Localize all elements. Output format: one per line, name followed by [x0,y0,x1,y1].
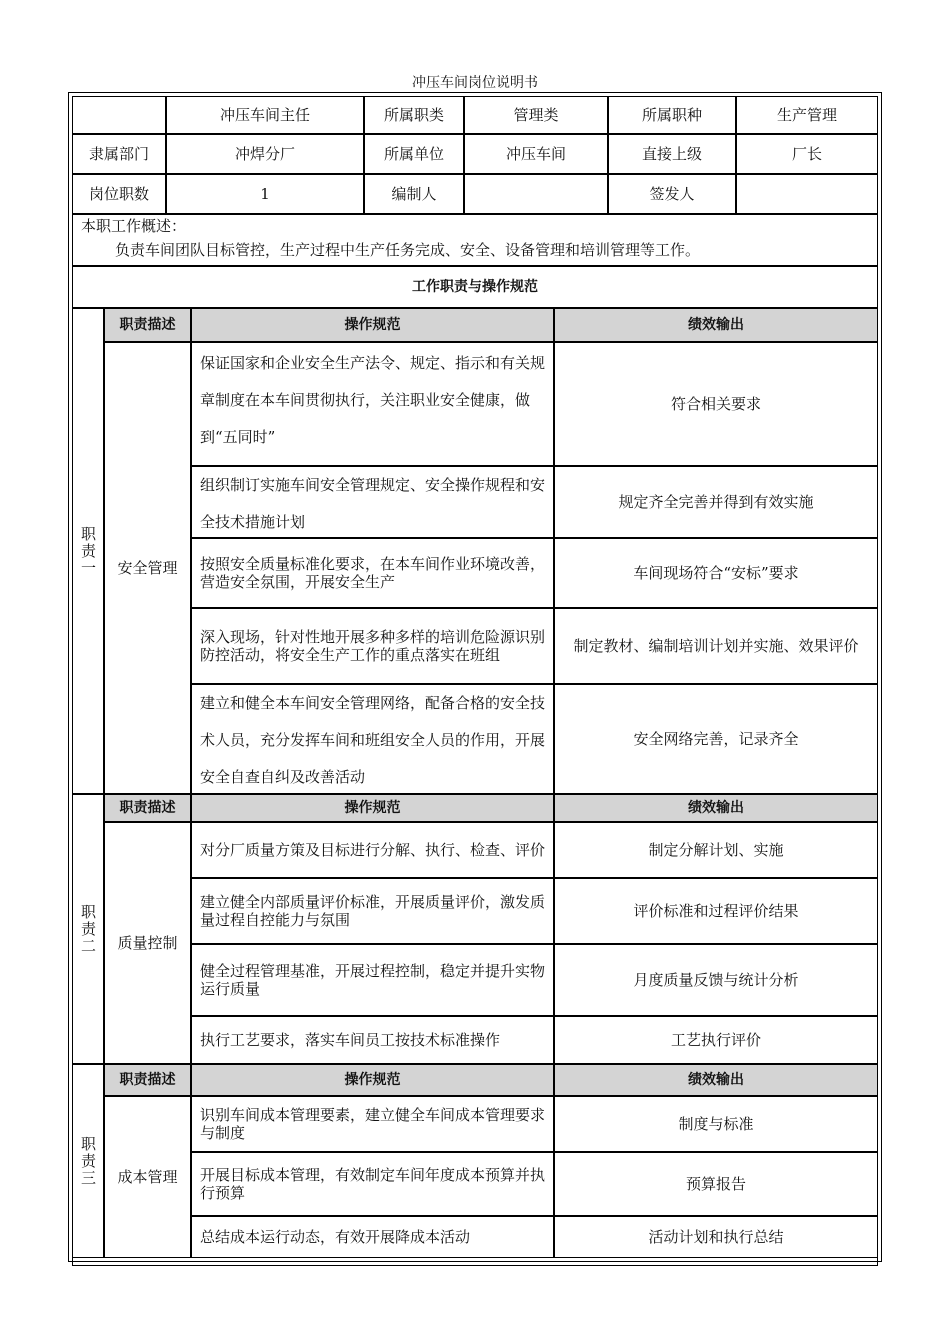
summary-text: 负责车间团队目标管控，生产过程中生产任务完成、安全、设备管理和培训管理等工作。 [115,241,701,259]
job-type-label: 所属职种 [608,96,736,134]
department-value: 冲焊分厂 [166,134,364,174]
duty1-header-spec: 操作规范 [191,308,554,342]
duty1-label: 职责一 [79,525,97,577]
department-label: 隶属部门 [72,134,166,174]
headcount-value: 1 [166,174,364,214]
document-title: 冲压车间岗位说明书 [412,75,538,91]
duty3-header-duty: 职责描述 [104,1064,191,1096]
summary-label: 本职工作概述： [81,217,187,235]
duty3-spec-1: 识别车间成本管理要素，建立健全车间成本管理要求与制度 [191,1096,554,1152]
duty2-header-spec: 操作规范 [191,794,554,822]
duty3-output-1: 制度与标准 [554,1096,878,1152]
summary-box [72,214,878,266]
unit-label: 所属单位 [364,134,464,174]
duty3-side [72,1064,104,1258]
duty2-output-2: 评价标准和过程评价结果 [554,878,878,944]
duty2-side [72,794,104,1064]
unit-value: 冲压车间 [464,134,608,174]
duty2-header-output: 绩效输出 [554,794,878,822]
duty2-label: 职责二 [79,903,97,955]
duty1-side [72,308,104,794]
duty3-name: 成本管理 [104,1096,191,1258]
duty1-spec-5: 建立和健全本车间安全管理网络，配备合格的安全技术人员，充分发挥车间和班组安全人员的作用，开展安全自查自纠及改善活动 [191,684,554,794]
duty3-spec-2: 开展目标成本管理，有效制定车间年度成本预算并执行预算 [191,1152,554,1216]
info-r1-c1 [72,96,166,134]
headcount-label: 岗位职数 [72,174,166,214]
duty1-header-duty: 职责描述 [104,308,191,342]
duty1-name: 安全管理 [104,342,191,794]
duty1-spec-3: 按照安全质量标准化要求，在本车间作业环境改善，营造安全氛围，开展安全生产 [191,538,554,608]
duty2-spec-3: 健全过程管理基准，开展过程控制，稳定并提升实物运行质量 [191,944,554,1016]
duty1-header-output: 绩效输出 [554,308,878,342]
duty2-output-4: 工艺执行评价 [554,1016,878,1064]
author-value [464,174,608,214]
duty3-header-output: 绩效输出 [554,1064,878,1096]
duty2-name: 质量控制 [104,822,191,1064]
duty2-output-1: 制定分解计划、实施 [554,822,878,878]
job-type-value: 生产管理 [736,96,878,134]
supervisor-label: 直接上级 [608,134,736,174]
duty1-output-3: 车间现场符合“安标”要求 [554,538,878,608]
duty1-output-1: 符合相关要求 [554,342,878,466]
duty1-output-5: 安全网络完善，记录齐全 [554,684,878,794]
supervisor-value: 厂长 [736,134,878,174]
duty1-spec-1: 保证国家和企业安全生产法令、规定、指示和有关规章制度在本车间贯彻执行，关注职业安全健康，做到“五同时” [191,342,554,466]
duty3-label: 职责三 [79,1135,97,1187]
duty3-spec-3: 总结成本运行动态，有效开展降成本活动 [191,1216,554,1258]
duty1-output-4: 制定教材、编制培训计划并实施、效果评价 [554,608,878,684]
job-class-value: 管理类 [464,96,608,134]
section-title: 工作职责与操作规范 [72,266,878,308]
position-name: 冲压车间主任 [166,96,364,134]
duty3-output-2: 预算报告 [554,1152,878,1216]
duty1-output-2: 规定齐全完善并得到有效实施 [554,466,878,538]
author-label: 编制人 [364,174,464,214]
job-class-label: 所属职类 [364,96,464,134]
issuer-label: 签发人 [608,174,736,214]
issuer-value [736,174,878,214]
duty2-spec-2: 建立健全内部质量评价标准，开展质量评价，激发质量过程自控能力与氛围 [191,878,554,944]
duty2-spec-1: 对分厂质量方策及目标进行分解、执行、检查、评价 [191,822,554,878]
duty2-header-duty: 职责描述 [104,794,191,822]
duty1-spec-4: 深入现场，针对性地开展多种多样的培训危险源识别防控活动，将安全生产工作的重点落实在班组 [191,608,554,684]
duty1-spec-2: 组织制订实施车间安全管理规定、安全操作规程和安全技术措施计划 [191,466,554,538]
duty2-output-3: 月度质量反馈与统计分析 [554,944,878,1016]
duty3-header-spec: 操作规范 [191,1064,554,1096]
duty3-output-3: 活动计划和执行总结 [554,1216,878,1258]
duty2-spec-4: 执行工艺要求，落实车间员工按技术标准操作 [191,1016,554,1064]
